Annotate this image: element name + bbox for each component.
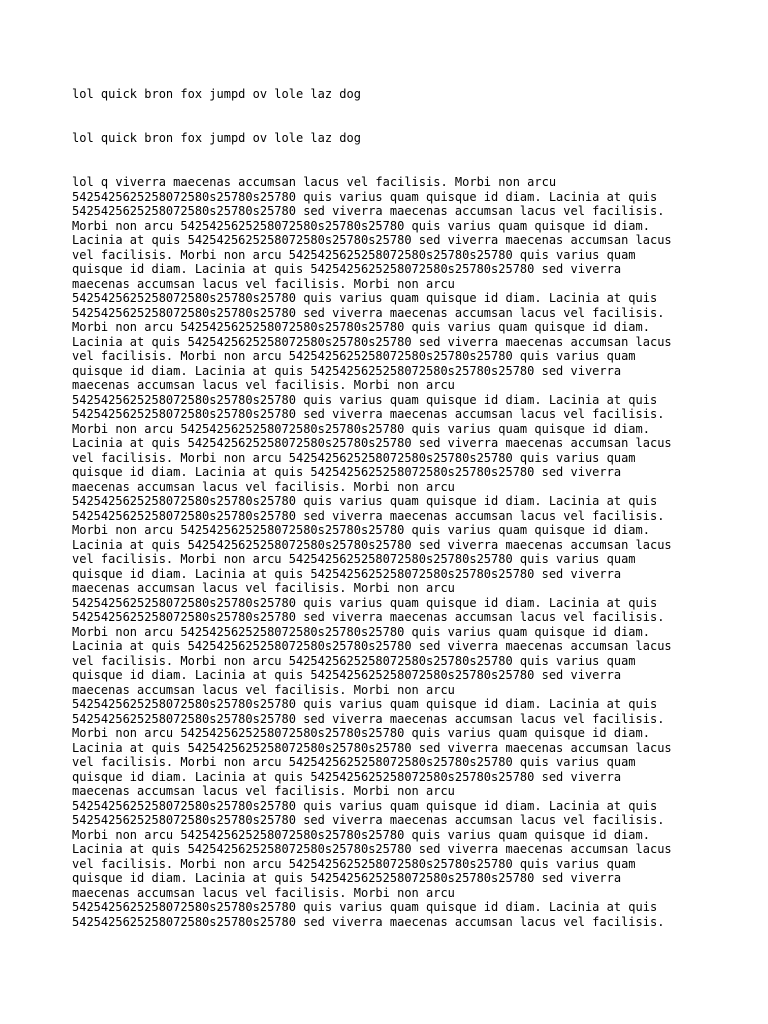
body-line: 5425425625258072580s25780s25780 sed viverra maecenas accumsan lacus vel facilisis. [72,508,665,523]
body-line: maecenas accumsan lacus vel facilisis. Morbi non arcu [72,581,455,595]
body-line: vel facilisis. Morbi non arcu 5425425625258072580s25780s25780 quis varius quam [72,755,636,769]
body-line: 5425425625258072580s25780s25780 quis varius quam quisque id diam. Lacinia at quis [72,392,658,407]
body-line: vel facilisis. Morbi non arcu 5425425625258072580s25780s25780 quis varius quam [72,247,636,262]
body-line: 5425425625258072580s25780s25780 sed viverra maecenas accumsan lacus vel facilisis. [72,914,665,929]
body-line: Lacinia at quis 5425425625258072580s25780s25780 sed viverra maecenas accumsan lacus [72,436,672,450]
body-line: 5425425625258072580s25780s25780 quis varius quam quisque id diam. Lacinia at quis [72,697,658,711]
body-line: 5425425625258072580s25780s25780 sed viverra maecenas accumsan lacus vel facilisis. [72,610,665,624]
body-line: vel facilisis. Morbi non arcu 5425425625258072580s25780s25780 quis varius quam [72,450,636,465]
body-line: quisque id diam. Lacinia at quis 5425425625258072580s25780s25780 sed viverra [72,465,622,479]
body-line: quisque id diam. Lacinia at quis 5425425625258072580s25780s25780 sed viverra [72,871,622,885]
body-line: quisque id diam. Lacinia at quis 5425425625258072580s25780s25780 sed viverra [72,566,622,581]
body-line: 5425425625258072580s25780s25780 sed viverra maecenas accumsan lacus vel facilisis. [72,204,665,218]
body-line: Morbi non arcu 5425425625258072580s25780s25780 quis varius quam quisque id diam. [72,218,650,233]
body-line: 5425425625258072580s25780s25780 sed viverra maecenas accumsan lacus vel facilisis. [72,407,665,421]
body-line: maecenas accumsan lacus vel facilisis. Morbi non arcu [72,479,455,494]
body-line: Lacinia at quis 5425425625258072580s25780s25780 sed viverra maecenas accumsan lacus [72,233,672,247]
body-paragraph [72,175,672,929]
body-line: vel facilisis. Morbi non arcu 5425425625258072580s25780s25780 quis varius quam [72,349,636,363]
body-line: maecenas accumsan lacus vel facilisis. Morbi non arcu [72,276,455,291]
body-line: maecenas accumsan lacus vel facilisis. Morbi non arcu [72,682,455,697]
body-line: 5425425625258072580s25780s25780 quis varius quam quisque id diam. Lacinia at quis [72,798,658,813]
first-heading-line: lol quick bron fox jumpd ov lole laz dog [72,87,361,101]
body-line: 5425425625258072580s25780s25780 quis varius quam quisque id diam. Lacinia at quis [72,494,658,508]
body-line: quisque id diam. Lacinia at quis 5425425625258072580s25780s25780 sed viverra [72,262,622,276]
body-line: lol q viverra maecenas accumsan lacus vel facilisis. Morbi non arcu [72,175,557,189]
body-line: 5425425625258072580s25780s25780 quis varius quam quisque id diam. Lacinia at quis [72,595,658,610]
body-line: Lacinia at quis 5425425625258072580s25780s25780 sed viverra maecenas accumsan lacus [72,842,672,856]
body-line: Morbi non arcu 5425425625258072580s25780s25780 quis varius quam quisque id diam. [72,726,650,740]
body-line: 5425425625258072580s25780s25780 sed viverra maecenas accumsan lacus vel facilisis. [72,711,665,726]
body-line: Morbi non arcu 5425425625258072580s25780s25780 quis varius quam quisque id diam. [72,421,650,436]
body-line: quisque id diam. Lacinia at quis 5425425625258072580s25780s25780 sed viverra [72,668,622,682]
body-line: quisque id diam. Lacinia at quis 5425425625258072580s25780s25780 sed viverra [72,769,622,784]
body-line: quisque id diam. Lacinia at quis 5425425625258072580s25780s25780 sed viverra [72,363,622,378]
body-line: 5425425625258072580s25780s25780 sed viverra maecenas accumsan lacus vel facilisis. [72,813,665,827]
body-line: vel facilisis. Morbi non arcu 5425425625258072580s25780s25780 quis varius quam [72,552,636,566]
body-line: maecenas accumsan lacus vel facilisis. Morbi non arcu [72,378,455,392]
body-line: 5425425625258072580s25780s25780 quis varius quam quisque id diam. Lacinia at quis [72,189,658,204]
body-line: maecenas accumsan lacus vel facilisis. Morbi non arcu [72,784,455,798]
body-line: Lacinia at quis 5425425625258072580s25780s25780 sed viverra maecenas accumsan lacus [72,639,672,653]
body-line: Morbi non arcu 5425425625258072580s25780s25780 quis varius quam quisque id diam. [72,624,650,639]
body-line: vel facilisis. Morbi non arcu 5425425625258072580s25780s25780 quis varius quam [72,653,636,668]
body-line: Morbi non arcu 5425425625258072580s25780s25780 quis varius quam quisque id diam. [72,320,650,334]
body-line: Lacinia at quis 5425425625258072580s25780s25780 sed viverra maecenas accumsan lacus [72,334,672,349]
body-line: Morbi non arcu 5425425625258072580s25780s25780 quis varius quam quisque id diam. [72,523,650,537]
body-line: maecenas accumsan lacus vel facilisis. Morbi non arcu [72,885,455,900]
second-heading-line: lol quick bron fox jumpd ov lole laz dog [72,131,361,145]
body-line: Lacinia at quis 5425425625258072580s25780s25780 sed viverra maecenas accumsan lacus [72,740,672,755]
body-line: 5425425625258072580s25780s25780 sed viverra maecenas accumsan lacus vel facilisis. [72,305,665,320]
body-line: 5425425625258072580s25780s25780 quis varius quam quisque id diam. Lacinia at quis [72,900,658,914]
body-line: vel facilisis. Morbi non arcu 5425425625258072580s25780s25780 quis varius quam [72,856,636,871]
body-line: Lacinia at quis 5425425625258072580s25780s25780 sed viverra maecenas accumsan lacus [72,537,672,552]
body-line: Morbi non arcu 5425425625258072580s25780s25780 quis varius quam quisque id diam. [72,827,650,842]
body-line: 5425425625258072580s25780s25780 quis varius quam quisque id diam. Lacinia at quis [72,291,658,305]
